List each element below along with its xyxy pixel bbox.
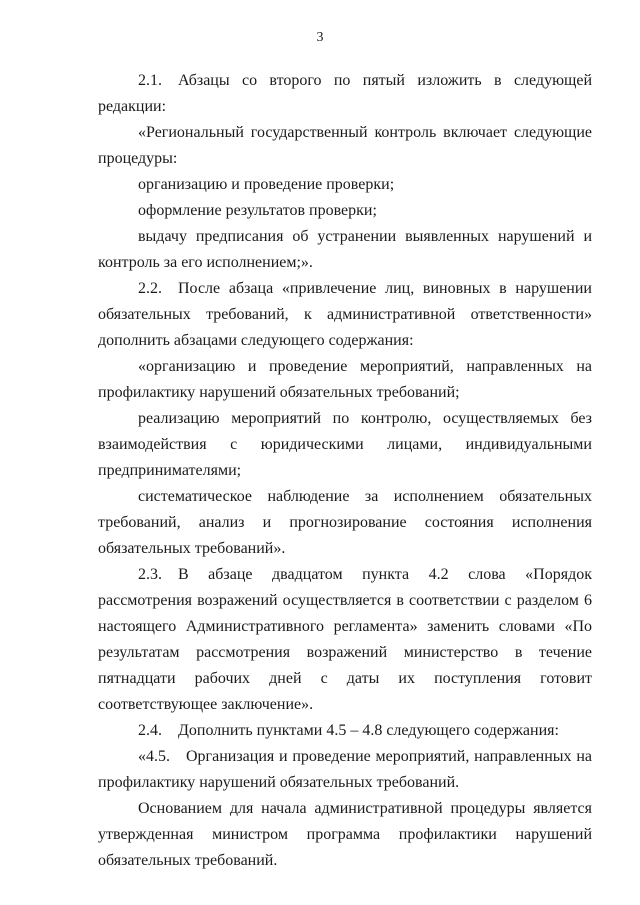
- paragraph-2-2: 2.2. После абзаца «привлечение лиц, виновных в нарушении обязательных требований, к административной ответственности» дополнить абзацами следующего содержания:: [98, 280, 592, 349]
- page-number: 3: [316, 30, 324, 45]
- paragraph-2-1: 2.1. Абзацы со второго по пятый изложить в следующей редакции:: [98, 72, 592, 115]
- paragraph-control-without-interaction: реализацию мероприятий по контролю, осуществляемых без взаимодействия с юридическими лицами, индивидуальными предпринимателями;: [98, 410, 592, 479]
- paragraph-2-4: 2.4. Дополнить пунктами 4.5 – 4.8 следующего содержания:: [138, 722, 559, 739]
- paragraph-prevention-measures: «организацию и проведение мероприятий, направленных на профилактику нарушений обязательных требований;: [98, 358, 592, 401]
- paragraph-systematic-observation: систематическое наблюдение за исполнением обязательных требований, анализ и прогнозирование состояния исполнения обязательных требований».: [98, 488, 592, 557]
- paragraph-basis: Основанием для начала административной процедуры является утвержденная министром программа профилактики нарушений обязательных требований.: [98, 800, 592, 869]
- document-body: [98, 68, 592, 874]
- paragraph-procedure-inspection: организацию и проведение проверки;: [138, 176, 395, 193]
- paragraph-regional-control: «Региональный государственный контроль включает следующие процедуры:: [98, 124, 592, 167]
- paragraph-procedure-order: выдачу предписания об устранении выявленных нарушений и контроль за его исполнением;».: [98, 228, 592, 271]
- paragraph-4-5: «4.5. Организация и проведение мероприятий, направленных на профилактику нарушений обязательных требований.: [98, 748, 592, 791]
- paragraph-procedure-results: оформление результатов проверки;: [138, 202, 377, 219]
- paragraph-2-3: 2.3. В абзаце двадцатом пункта 4.2 слова «Порядок рассмотрения возражений осуществляется в соответствии с разделом 6 настоящего Административного регламента» заменить словами «По результатам рассмотрения возражений министерство в течение пятнадцати рабочих дней с даты их поступления готовит соответствующее заключение».: [98, 566, 592, 713]
